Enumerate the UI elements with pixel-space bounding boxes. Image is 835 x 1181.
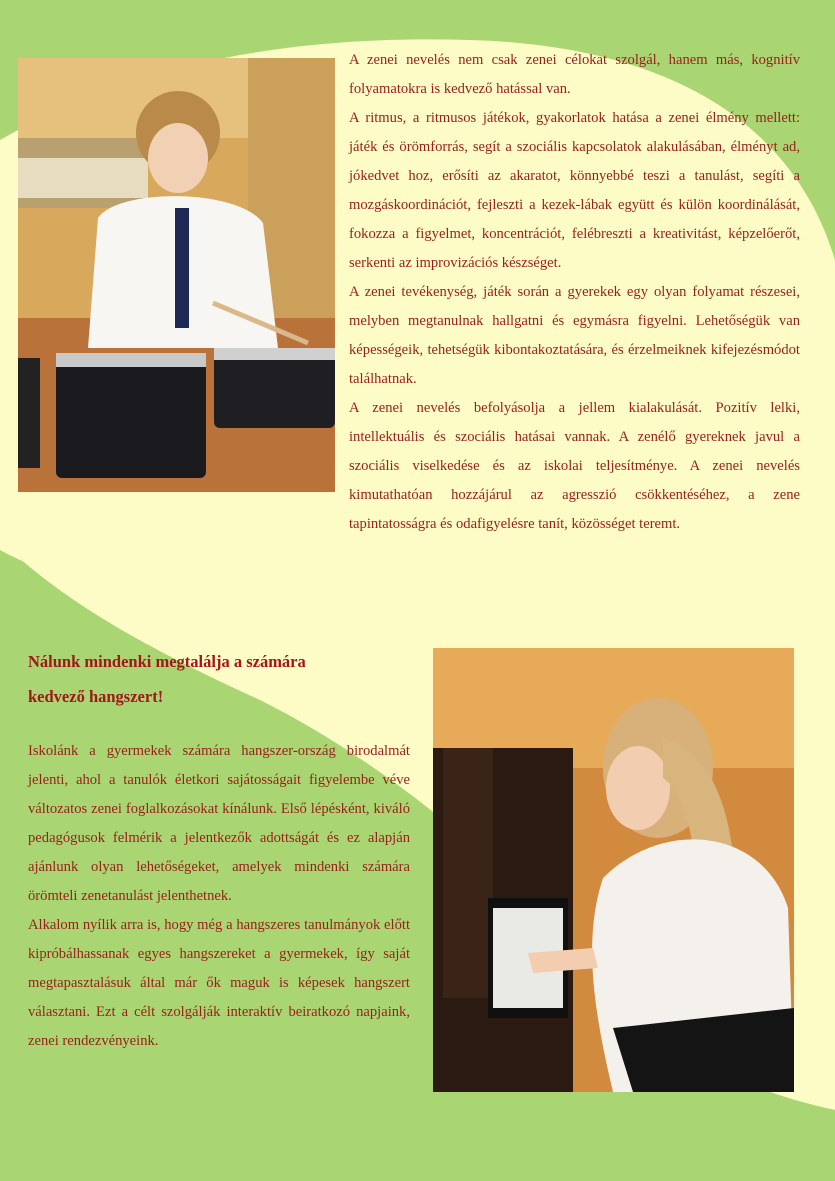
body-paragraph: Iskolánk a gyermekek számára hangszer-ország birodalmát jelenti, ahol a tanulók életkori sajátosságait figyelembe véve változatos zenei foglalkozásokat kínálunk. Első lépésként, kiváló pedagógusok felmérik a jelentkezők adottságát és ez alapján ajánlunk olyan lehetőségeket, amelyek mindenki számára örömteli zenetanulást jelenthetnek. (28, 743, 410, 904)
intro-paragraph: A zenei nevelés nem csak zenei célokat szolgál, hanem más, kognitív folyamatokra is kedvező hatással van. (349, 52, 800, 97)
heading-line: Nálunk mindenki megtalálja a számára (28, 652, 306, 671)
intro-paragraph: A ritmus, a ritmusos játékok, gyakorlatok hatása a zenei élmény mellett: játék és örömforrás, segít a szociális kapcsolatok alakulásában, élményt ad, jókedvet hoz, erősíti az akaratot, könnyebbé teszi a tanulást, segíti a mozgáskoordinációt, fejleszti a kezek-lábak együtt és külön koordinálását, fokozza a figyelmet, koncentrációt, felébreszti a kreativitást, képzelőerőt, serkenti az improvizációs készséget. (349, 110, 800, 271)
body-paragraph: Alkalom nyílik arra is, hogy még a hangszeres tanulmányok előtt kipróbálhassanak egyes hangszereket a gyermekek, így saját megtapasztalásuk által már ők maguk is képesek hangszert választani. Ezt a célt szolgálják interaktív beiratkozó napjaink, zenei rendezvényeink. (28, 917, 410, 1049)
intro-paragraph: A zenei tevékenység, játék során a gyerekek egy olyan folyamat részesei, melyben megtanulnak hallgatni és egymásra figyelni. Lehetőségük van képességeik, tehetségük kibontakoztatására, és érzelmeiknek kifejezésmódot találhatnak. (349, 284, 800, 387)
intro-paragraph: A zenei nevelés befolyásolja a jellem kialakulását. Pozitív lelki, intellektuális és szociális hatásai vannak. A zenélő gyereknek javul a szociális viselkedése és az iskolai teljesítménye. A zenei nevelés kimutathatóan hozzájárul az agresszió csökkentéséhez, a zene tapintatosságra és odafigyelésre tanít, közösséget teremt. (349, 400, 800, 532)
photo-boy-playing-drums (18, 58, 335, 492)
photo-girl-playing-piano (433, 648, 794, 1092)
heading-line: kedvező hangszert! (28, 687, 164, 706)
body-text (28, 737, 410, 1056)
section-heading (28, 644, 388, 714)
intro-text (349, 46, 800, 539)
